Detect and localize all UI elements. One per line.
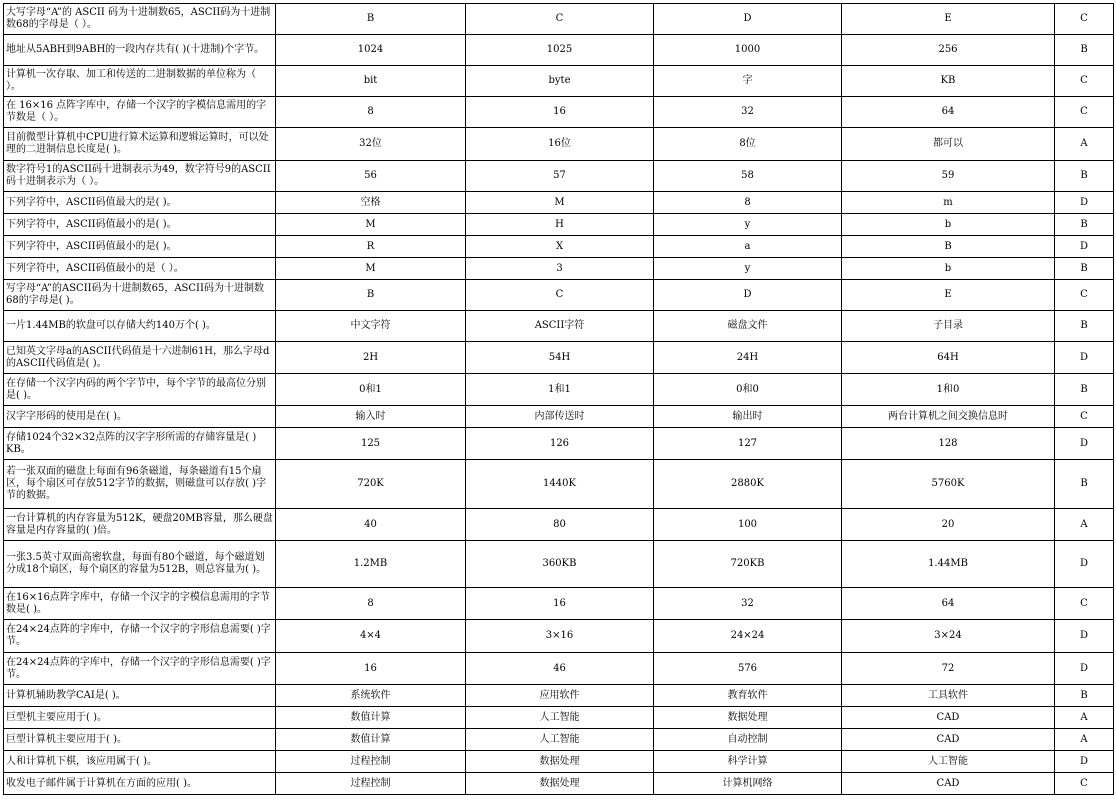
option-d-cell[interactable]: m xyxy=(842,192,1055,214)
option-d-cell[interactable]: 59 xyxy=(842,161,1055,192)
option-c-cell[interactable]: a xyxy=(654,236,842,258)
option-d-cell[interactable]: 64 xyxy=(842,97,1055,128)
option-a-cell[interactable]: 125 xyxy=(276,428,466,460)
option-d-cell[interactable]: 128 xyxy=(842,428,1055,460)
option-d-cell[interactable]: E xyxy=(842,4,1055,35)
answer-cell[interactable]: D xyxy=(1055,541,1114,588)
option-c-cell[interactable]: 8位 xyxy=(654,128,842,161)
answer-cell[interactable]: B xyxy=(1055,161,1114,192)
option-d-cell[interactable]: 都可以 xyxy=(842,128,1055,161)
option-c-cell[interactable]: 58 xyxy=(654,161,842,192)
option-a-cell[interactable]: 数值计算 xyxy=(276,729,466,751)
option-b-cell[interactable]: 16 xyxy=(466,97,654,128)
option-d-cell[interactable]: 1和0 xyxy=(842,374,1055,406)
option-a-cell[interactable]: 56 xyxy=(276,161,466,192)
answer-cell[interactable]: A xyxy=(1055,707,1114,729)
table-row xyxy=(4,35,1114,66)
question-cell[interactable]: 一台计算机的内存容量为512K，硬盘20MB容量，那么硬盘容量是内存容量的( )倍。 xyxy=(4,509,276,541)
question-cell[interactable]: 汉字字形码的使用是在( )。 xyxy=(4,406,276,428)
option-b-cell[interactable]: H xyxy=(466,214,654,236)
option-c-cell[interactable]: 科学计算 xyxy=(654,751,842,773)
option-d-cell[interactable]: CAD xyxy=(842,729,1055,751)
option-a-cell[interactable]: 720K xyxy=(276,460,466,509)
option-a-cell[interactable]: 40 xyxy=(276,509,466,541)
answer-cell[interactable]: C xyxy=(1055,66,1114,97)
question-cell[interactable]: 下列字符中，ASCII码值最小的是( )。 xyxy=(4,214,276,236)
option-b-cell[interactable]: 1440K xyxy=(466,460,654,509)
question-cell[interactable]: 在16×16点阵字库中，存储一个汉字的字模信息需用的字节数是( )。 xyxy=(4,588,276,620)
answer-cell[interactable]: B xyxy=(1055,685,1114,707)
table-row xyxy=(4,406,1114,428)
option-b-cell[interactable]: 80 xyxy=(466,509,654,541)
table-row xyxy=(4,280,1114,311)
table-row xyxy=(4,214,1114,236)
option-a-cell[interactable]: 数值计算 xyxy=(276,707,466,729)
table-row xyxy=(4,685,1114,707)
answer-cell[interactable]: C xyxy=(1055,4,1114,35)
question-cell[interactable]: 人和计算机下棋，该应用属于( )。 xyxy=(4,751,276,773)
option-c-cell[interactable]: 数据处理 xyxy=(654,707,842,729)
option-d-cell[interactable]: 人工智能 xyxy=(842,751,1055,773)
option-d-cell[interactable]: 256 xyxy=(842,35,1055,66)
option-b-cell[interactable]: 54H xyxy=(466,342,654,374)
table-row xyxy=(4,97,1114,128)
option-a-cell[interactable]: 2H xyxy=(276,342,466,374)
option-b-cell[interactable]: X xyxy=(466,236,654,258)
option-c-cell[interactable]: 24×24 xyxy=(654,620,842,653)
option-c-cell[interactable]: 计算机网络 xyxy=(654,773,842,795)
question-cell[interactable]: 地址从5ABH到9ABH的一段内存共有( )(十进制)个字节。 xyxy=(4,35,276,66)
answer-cell[interactable]: B xyxy=(1055,374,1114,406)
option-d-cell[interactable]: 1.44MB xyxy=(842,541,1055,588)
table-row xyxy=(4,236,1114,258)
option-d-cell[interactable]: 两台计算机之间交换信息时 xyxy=(842,406,1055,428)
table-row xyxy=(4,773,1114,795)
option-b-cell[interactable]: 126 xyxy=(466,428,654,460)
option-d-cell[interactable]: 3×24 xyxy=(842,620,1055,653)
option-a-cell[interactable]: 1.2MB xyxy=(276,541,466,588)
question-cell[interactable]: 计算机辅助教学CAI是( )。 xyxy=(4,685,276,707)
question-cell[interactable]: 目前微型计算机中CPU进行算术运算和逻辑运算时，可以处理的二进制信息长度是( )。 xyxy=(4,128,276,161)
option-b-cell[interactable]: 数据处理 xyxy=(466,773,654,795)
answer-cell[interactable]: C xyxy=(1055,280,1114,311)
answer-cell[interactable]: A xyxy=(1055,729,1114,751)
answer-cell[interactable]: C xyxy=(1055,773,1114,795)
option-b-cell[interactable]: 16 xyxy=(466,588,654,620)
answer-cell[interactable]: B xyxy=(1055,311,1114,342)
question-table xyxy=(3,3,1114,795)
question-cell[interactable]: 下列字符中，ASCII码值最小的是（ ）。 xyxy=(4,258,276,280)
option-c-cell[interactable]: 教育软件 xyxy=(654,685,842,707)
option-d-cell[interactable]: 64H xyxy=(842,342,1055,374)
option-c-cell[interactable]: 720KB xyxy=(654,541,842,588)
option-b-cell[interactable]: 16位 xyxy=(466,128,654,161)
question-cell[interactable]: 巨型计算机主要应用于( )。 xyxy=(4,729,276,751)
answer-cell[interactable]: D xyxy=(1055,428,1114,460)
question-cell[interactable]: 一片1.44MB的软盘可以存储大约140万个( )。 xyxy=(4,311,276,342)
question-cell[interactable]: 在24×24点阵的字库中，存储一个汉字的字形信息需要( )字节。 xyxy=(4,620,276,653)
question-cell[interactable]: 下列字符中，ASCII码值最大的是( )。 xyxy=(4,192,276,214)
option-a-cell[interactable]: 32位 xyxy=(276,128,466,161)
option-c-cell[interactable]: D xyxy=(654,4,842,35)
question-cell[interactable]: 写字母“A”的ASCII码为十进制数65，ASCII码为十进制数68的字母是( )。 xyxy=(4,280,276,311)
option-a-cell[interactable]: M xyxy=(276,258,466,280)
option-a-cell[interactable]: 4×4 xyxy=(276,620,466,653)
option-d-cell[interactable]: 72 xyxy=(842,653,1055,685)
option-b-cell[interactable]: 应用软件 xyxy=(466,685,654,707)
option-b-cell[interactable]: 360KB xyxy=(466,541,654,588)
table-row xyxy=(4,161,1114,192)
option-c-cell[interactable]: 127 xyxy=(654,428,842,460)
table-row xyxy=(4,588,1114,620)
option-d-cell[interactable]: CAD xyxy=(842,707,1055,729)
option-a-cell[interactable]: R xyxy=(276,236,466,258)
option-c-cell[interactable]: 2880K xyxy=(654,460,842,509)
answer-cell[interactable]: C xyxy=(1055,588,1114,620)
option-c-cell[interactable]: 32 xyxy=(654,588,842,620)
option-b-cell[interactable]: 57 xyxy=(466,161,654,192)
option-a-cell[interactable]: B xyxy=(276,4,466,35)
table-row xyxy=(4,729,1114,751)
option-d-cell[interactable]: b xyxy=(842,258,1055,280)
question-cell[interactable]: 若一张双面的磁盘上每面有96条磁道，每条磁道有15个扇区，每个扇区可存放512字节的数据，则磁盘可以存放( )字节的数据。 xyxy=(4,460,276,509)
option-d-cell[interactable]: CAD xyxy=(842,773,1055,795)
table-row xyxy=(4,4,1114,35)
option-c-cell[interactable]: 输出时 xyxy=(654,406,842,428)
answer-cell[interactable]: D xyxy=(1055,192,1114,214)
option-d-cell[interactable]: KB xyxy=(842,66,1055,97)
option-c-cell[interactable]: 字 xyxy=(654,66,842,97)
question-table-body xyxy=(4,4,1114,795)
option-b-cell[interactable]: 内部传送时 xyxy=(466,406,654,428)
question-cell[interactable]: 在24×24点阵的字库中，存储一个汉字的字形信息需要( )字节。 xyxy=(4,653,276,685)
answer-cell[interactable]: B xyxy=(1055,258,1114,280)
option-a-cell[interactable]: 8 xyxy=(276,97,466,128)
option-c-cell[interactable]: 磁盘文件 xyxy=(654,311,842,342)
option-a-cell[interactable]: 中文字符 xyxy=(276,311,466,342)
option-b-cell[interactable]: 人工智能 xyxy=(466,729,654,751)
option-d-cell[interactable]: 工具软件 xyxy=(842,685,1055,707)
option-d-cell[interactable]: B xyxy=(842,236,1055,258)
option-a-cell[interactable]: 16 xyxy=(276,653,466,685)
table-row xyxy=(4,751,1114,773)
option-d-cell[interactable]: b xyxy=(842,214,1055,236)
answer-cell[interactable]: A xyxy=(1055,128,1114,161)
answer-cell[interactable]: B xyxy=(1055,35,1114,66)
option-c-cell[interactable]: D xyxy=(654,280,842,311)
question-cell[interactable]: 大写字母“A”的 ASCII 码为十进制数65，ASCII码为十进制数68的字母是（ ）。 xyxy=(4,4,276,35)
option-b-cell[interactable]: 1和1 xyxy=(466,374,654,406)
answer-cell[interactable]: D xyxy=(1055,342,1114,374)
table-row xyxy=(4,342,1114,374)
option-b-cell[interactable]: 人工智能 xyxy=(466,707,654,729)
option-b-cell[interactable]: 3 xyxy=(466,258,654,280)
answer-cell[interactable]: C xyxy=(1055,406,1114,428)
question-cell[interactable]: 存储1024个32×32点阵的汉字字形所需的存储容量是( ) KB。 xyxy=(4,428,276,460)
table-row xyxy=(4,707,1114,729)
option-c-cell[interactable]: 32 xyxy=(654,97,842,128)
option-c-cell[interactable]: 0和0 xyxy=(654,374,842,406)
question-cell[interactable]: 下列字符中，ASCII码值最小的是( )。 xyxy=(4,236,276,258)
answer-cell[interactable]: D xyxy=(1055,620,1114,653)
option-b-cell[interactable]: 1025 xyxy=(466,35,654,66)
option-a-cell[interactable]: 8 xyxy=(276,588,466,620)
table-row xyxy=(4,258,1114,280)
option-a-cell[interactable]: 1024 xyxy=(276,35,466,66)
option-a-cell[interactable]: 空格 xyxy=(276,192,466,214)
question-cell[interactable]: 巨型机主要应用于( )。 xyxy=(4,707,276,729)
option-a-cell[interactable]: 0和1 xyxy=(276,374,466,406)
option-c-cell[interactable]: 1000 xyxy=(654,35,842,66)
option-b-cell[interactable]: 数据处理 xyxy=(466,751,654,773)
answer-cell[interactable]: D xyxy=(1055,236,1114,258)
option-d-cell[interactable]: 20 xyxy=(842,509,1055,541)
table-row xyxy=(4,66,1114,97)
table-row xyxy=(4,460,1114,509)
option-b-cell[interactable]: C xyxy=(466,280,654,311)
option-b-cell[interactable]: ASCII字符 xyxy=(466,311,654,342)
table-row xyxy=(4,374,1114,406)
option-a-cell[interactable]: 系统软件 xyxy=(276,685,466,707)
option-b-cell[interactable]: 3×16 xyxy=(466,620,654,653)
option-c-cell[interactable]: 8 xyxy=(654,192,842,214)
answer-cell[interactable]: C xyxy=(1055,97,1114,128)
question-cell[interactable]: 在 16×16 点阵字库中，存储一个汉字的字模信息需用的字节数是（ ）。 xyxy=(4,97,276,128)
option-a-cell[interactable]: B xyxy=(276,280,466,311)
option-c-cell[interactable]: y xyxy=(654,214,842,236)
option-b-cell[interactable]: 46 xyxy=(466,653,654,685)
answer-cell[interactable]: B xyxy=(1055,460,1114,509)
question-cell[interactable]: 一张3.5英寸双面高密软盘，每面有80个磁道，每个磁道划分成18个扇区，每个扇区的容量为512B，则总容量为( )。 xyxy=(4,541,276,588)
table-row xyxy=(4,653,1114,685)
table-row xyxy=(4,620,1114,653)
option-c-cell[interactable]: y xyxy=(654,258,842,280)
option-b-cell[interactable]: M xyxy=(466,192,654,214)
option-c-cell[interactable]: 100 xyxy=(654,509,842,541)
option-b-cell[interactable]: C xyxy=(466,4,654,35)
option-c-cell[interactable]: 576 xyxy=(654,653,842,685)
option-a-cell[interactable]: 过程控制 xyxy=(276,751,466,773)
table-row xyxy=(4,311,1114,342)
table-row xyxy=(4,428,1114,460)
table-row xyxy=(4,541,1114,588)
option-c-cell[interactable]: 自动控制 xyxy=(654,729,842,751)
option-c-cell[interactable]: 24H xyxy=(654,342,842,374)
answer-cell[interactable]: D xyxy=(1055,751,1114,773)
option-d-cell[interactable]: 64 xyxy=(842,588,1055,620)
answer-cell[interactable]: A xyxy=(1055,509,1114,541)
question-cell[interactable]: 数字符号1的ASCII码十进制表示为49，数字符号9的ASCII码十进制表示为（ ）。 xyxy=(4,161,276,192)
table-row xyxy=(4,128,1114,161)
option-a-cell[interactable]: bit xyxy=(276,66,466,97)
option-d-cell[interactable]: E xyxy=(842,280,1055,311)
table-row xyxy=(4,192,1114,214)
option-b-cell[interactable]: byte xyxy=(466,66,654,97)
table-row xyxy=(4,509,1114,541)
question-cell[interactable]: 计算机一次存取、加工和传送的二进制数据的单位称为（ ）。 xyxy=(4,66,276,97)
option-d-cell[interactable]: 子目录 xyxy=(842,311,1055,342)
question-cell[interactable]: 已知英文字母a的ASCII代码值是十六进制61H，那么字母d的ASCII代码值是( )。 xyxy=(4,342,276,374)
answer-cell[interactable]: D xyxy=(1055,653,1114,685)
option-a-cell[interactable]: M xyxy=(276,214,466,236)
option-a-cell[interactable]: 过程控制 xyxy=(276,773,466,795)
question-cell[interactable]: 收发电子邮件属于计算机在方面的应用( )。 xyxy=(4,773,276,795)
option-a-cell[interactable]: 输入时 xyxy=(276,406,466,428)
option-d-cell[interactable]: 5760K xyxy=(842,460,1055,509)
question-cell[interactable]: 在存储一个汉字内码的两个字节中，每个字节的最高位分别是( )。 xyxy=(4,374,276,406)
answer-cell[interactable]: B xyxy=(1055,214,1114,236)
